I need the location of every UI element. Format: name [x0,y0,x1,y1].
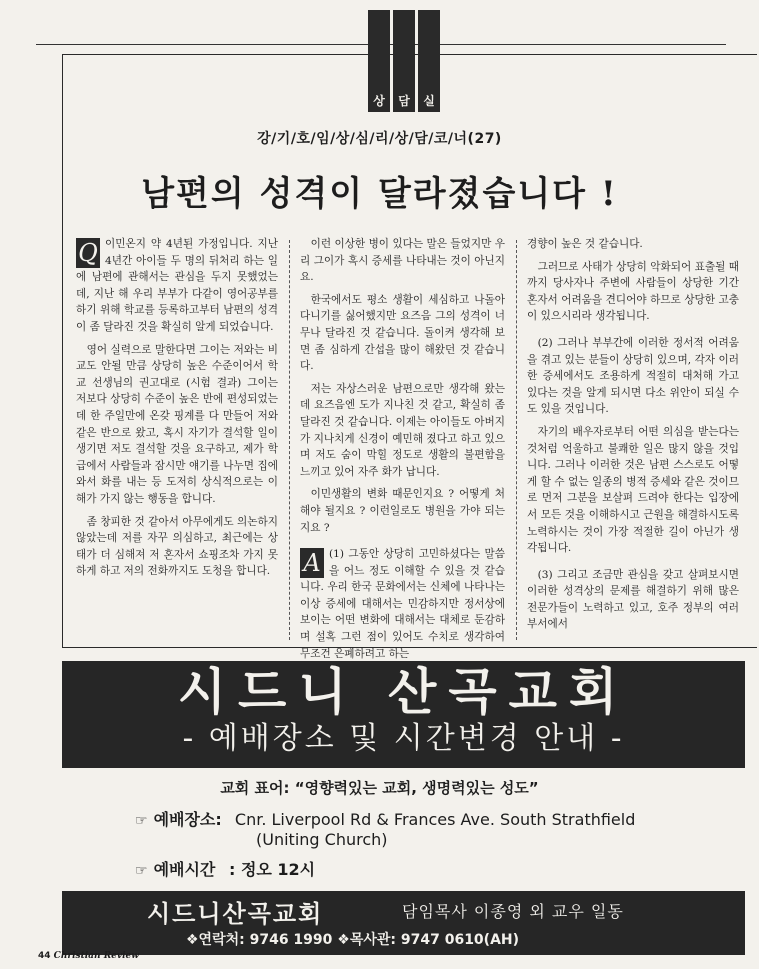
magazine-name: Christian Review [53,951,140,961]
section-label-char: 실 [418,90,440,112]
footer-contact: ❖연락처: 9746 1990 ❖목사관: 9747 0610(AH) [186,932,520,948]
paragraph: 경향이 높은 것 같습니다. [527,238,643,250]
article-column-2 [300,236,505,668]
paragraph: 영어 실력으로 말한다면 그이는 저와는 비교도 안될 만큼 상당히 높은 수준이어서 학교 선생님의 권고대로 (시험 결과) 그이는 저보다 상당히 수준이 높은 반에 편성되었는데 한 주일만에 온갖 핑계를 다 만들어 저와 같은 반으로 왔고, 혹시 자기가 결석할 일이 생기면 저도 결석할 것을 요구하고, 제가 학급에서 사람들과 잠시만 얘기를 나누면 집에 와서 화를 내는 등 도저히 상식적으로는 이해가 가지 않는 행동을 합니다. [76,343,278,505]
paragraph: (2) 그러나 부부간에 이러한 정서적 어려움을 겪고 있는 분들이 상당히 있으며, 각자 이러한 증세에서도 조용하게 적절히 대처해 가고 있다는 것을 알게 되시면 다소 위안이 되실 수도 있을 것입니다. [527,336,739,416]
section-label-char: 담 [393,90,415,112]
worship-place-label: 예배장소: [153,810,222,829]
worship-time-value: : 정오 12시 [228,860,316,879]
ad-footer-banner [62,891,745,955]
paragraph: 그러므로 사태가 상당히 악화되어 표출될 때까지 당사자나 주변에 사람들이 상당한 기간 혼자서 어려움을 견디어야 하므로 상당한 고충이 있으시리라 생각됩니다. [527,260,739,323]
column-divider [516,240,517,640]
paragraph: 이민온지 약 4년된 가정입니다. 지난 4년간 아이들 두 명의 뒤처리 하는 일에 남편에 관해서는 관심을 두지 못했었는데, 지난 해 우리 부부가 다같이 영어공부를 하기 위해 학교를 등록하고부터 남편의 성격이 좀 달라진 것을 확실히 알게 되었습니다. [76,238,278,333]
pointing-hand-icon: ☞ [135,813,148,829]
question-marker: Q [76,238,100,268]
column-divider [289,240,290,640]
footer-church-name: 시드니산곡교회 [147,900,324,928]
church-motto: 교회 표어: “영향력있는 교회, 생명력있는 성도” [220,779,539,797]
worship-place-value: Cnr. Liverpool Rd & Frances Ave. South Strathfield [234,810,636,829]
article-column-1 [76,236,278,586]
series-title: 강/기/호/임/상/심/리/상/담/코/너(27) [257,131,502,147]
page-number: 44 [38,951,51,961]
section-label-char: 상 [368,90,390,112]
worship-place-row [135,807,635,830]
paragraph: 저는 자상스러운 남편으로만 생각해 왔는데 요즈음엔 도가 지나친 것 같고, 확실히 좀 달라진 것 같습니다. 이제는 아이들도 아버지가 지나치게 신경이 예민해 졌다고 하고 있으며 저도 숨이 막힐 정도로 생활의 불편함을 느끼고 있어 자주 화가 납니다. [300,382,505,478]
worship-time-row [135,857,315,880]
pointing-hand-icon: ☞ [135,863,148,879]
paragraph: (3) 그리고 조금만 관심을 갖고 살펴보시면 이러한 성격상의 문제를 해결하기 위해 많은 전문가들이 노력하고 있고, 호주 정부의 여러 부서에서 [527,568,739,631]
paragraph: 이민생활의 변화 때문인지요 ? 어떻게 처해야 될지요 ? 이런일로도 병원을 가야 되는지요 ? [300,488,505,534]
ad-church-name: 시드니 산곡교회 [177,663,630,721]
article-column-3 [527,236,739,639]
article-title: 남편의 성격이 달라졌습니다 ! [141,174,618,214]
footer-pastor: 담임목사 이종영 외 교우 일동 [402,902,624,921]
ad-notice: - 예배장소 및 시간변경 안내 - [182,721,625,756]
paragraph: 한국에서도 평소 생활이 세심하고 나돌아다니기를 싫어했지만 요즈음 그의 성격이 너무나 달라진 것 같습니다. 돌이켜 생각해 보면 좀 심하게 간섭을 많이 해왔던 것 같습니다. [300,293,505,373]
paragraph: 이런 이상한 병이 있다는 말은 들었지만 우리 그이가 혹시 증세를 나타내는 것이 아닌지요. [300,238,505,284]
worship-time-label: 예배시간 [153,860,216,879]
answer-marker: A [300,548,324,578]
worship-place-value-2: (Uniting Church) [256,830,388,849]
paragraph: 자기의 배우자로부터 어떤 의심을 받는다는 것처럼 억울하고 불쾌한 일은 많지 않을 것입니다. 그러나 이러한 것은 남편 스스로도 어떻게 할 수 없는 일종의 병적 증세와 같은 것이므로 먼저 그분을 보살펴 드려야 한다는 입장에서 모든 것을 이해하시고 근원을 해결하시도록 노력하시는 것이 가장 적절한 길이 아닌가 생각됩니다. [527,425,739,555]
page-footer [38,951,139,961]
paragraph: (1) 그동안 상당히 고민하셨다는 말씀을 어느 정도 이해할 수 있을 것 같습니다. 우리 한국 문화에서는 신체에 나타나는 이상 증세에 대해서는 민감하지만 정서상에 보이는 어떤 변화에 대해서는 대체로 둔감하며 설혹 그런 점이 있어도 수치로 생각하여 무조건 은폐하려고 하는 [300,548,505,660]
paragraph: 좀 창피한 것 같아서 아무에게도 의논하지 않았는데 저를 자꾸 의심하고, 최근에는 상태가 더 심해져 저 혼자서 쇼핑조차 가지 못하게 하고 저의 전화까지도 도청을 합니다. [76,515,278,578]
